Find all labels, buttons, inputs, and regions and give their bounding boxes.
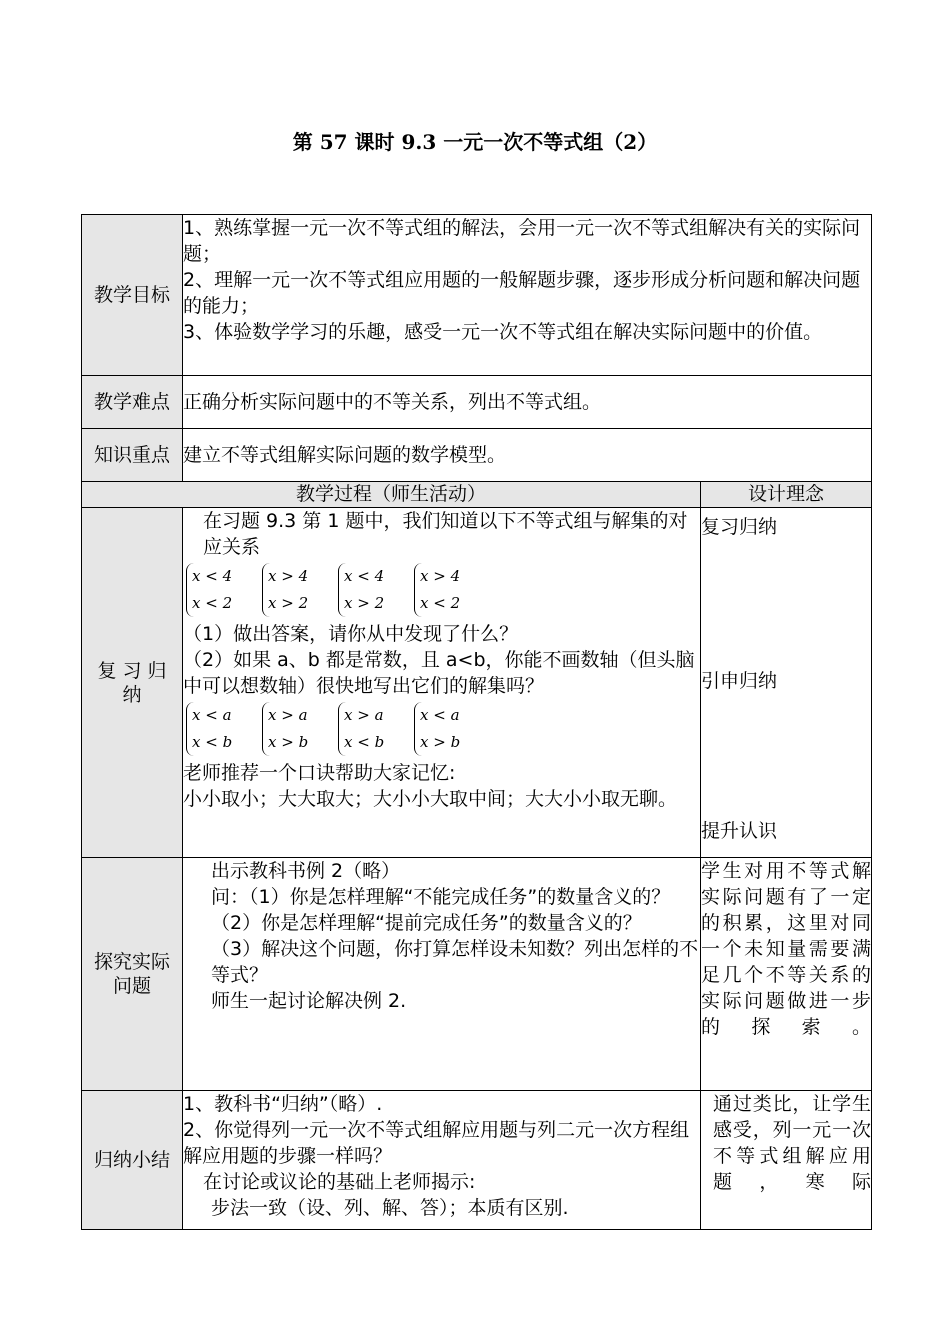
system-a2: x > a x > b — [262, 702, 320, 756]
summary-line-1: 1、教科书“归纳”（略）. — [183, 1093, 383, 1115]
lesson-plan-table — [81, 214, 872, 1230]
key-point-text: 建立不等式组解实际问题的数学模型。 — [183, 429, 872, 482]
explore-line-1: 出示教科书例 2（略） — [211, 860, 401, 882]
inequality-systems-numeric — [186, 563, 700, 617]
design-header: 设计理念 — [701, 482, 872, 508]
objective-3: 3、体验数学学习的乐趣，感受一元一次不等式组在解决实际问题中的价值。 — [183, 321, 823, 343]
system-a3: x > a x < b — [338, 702, 396, 756]
system-a1: x < a x < b — [186, 702, 244, 756]
system-a4: x < a x > b — [414, 702, 472, 756]
design-review: 复习归纳 — [701, 516, 778, 538]
difficulty-text: 正确分析实际问题中的不等关系，列出不等式组。 — [183, 376, 872, 429]
explore-line-5: 师生一起讨论解决例 2. — [211, 990, 407, 1012]
explore-line-4: （3）解决这个问题，你打算怎样设未知数？列出怎样的不等式？ — [211, 938, 699, 986]
summary-line-2: 2、你觉得列一元一次不等式组解应用题与列二元一次方程组解应用题的步骤一样吗？ — [183, 1119, 690, 1167]
review-design — [701, 508, 872, 858]
explore-row — [82, 858, 872, 1091]
summary-design: 通过类比，让学生感受，列一元一次不等式组解应用题，寒际 — [701, 1091, 872, 1230]
difficulty-label: 教学难点 — [82, 376, 183, 429]
process-header: 教学过程（师生活动） — [82, 482, 701, 508]
objective-2: 2、理解一元一次不等式组应用题的一般解题步骤，逐步形成分析问题和解决问题的能力； — [183, 269, 861, 317]
explore-design: 学生对用不等式解实际问题有了一定的积累，这里对同一个未知量需要满足几个不等关系的实际问题做进一步的探索。 — [701, 858, 872, 1091]
explore-content — [183, 858, 701, 1091]
review-rhyme: 小小取小；大大取大；大小小大取中间；大大小小取无聊。 — [183, 788, 678, 810]
key-point-row — [82, 429, 872, 482]
page-title: 第 57 课时 9.3 一元一次不等式组（2） — [292, 130, 658, 154]
objectives-row — [82, 215, 872, 376]
system-1: x < 4 x < 2 — [186, 563, 244, 617]
explore-label: 探究实际问题 — [82, 858, 183, 1091]
summary-line-4: 步法一致（设、列、解、答）；本质有区别. — [211, 1197, 569, 1219]
objective-1: 1、熟练掌握一元一次不等式组的解法，会用一元一次不等式组解决有关的实际问题； — [183, 217, 861, 265]
summary-content — [183, 1091, 701, 1230]
inequality-systems-letters — [186, 702, 700, 756]
objectives-label: 教学目标 — [82, 215, 183, 376]
objectives-content — [183, 215, 872, 376]
system-3: x < 4 x > 2 — [338, 563, 396, 617]
explore-line-3: （2）你是怎样理解“提前完成任务”的数量含义的？ — [211, 912, 642, 934]
design-extend: 引申归纳 — [701, 670, 778, 692]
review-question-1: （1）做出答案，请你从中发现了什么？ — [183, 623, 519, 645]
system-4: x > 4 x < 2 — [414, 563, 472, 617]
summary-label: 归纳小结 — [82, 1091, 183, 1230]
header-row — [82, 482, 872, 508]
review-tip: 老师推荐一个口诀帮助大家记忆: — [183, 762, 456, 784]
summary-row — [82, 1091, 872, 1230]
explore-line-2: 问：（1）你是怎样理解“不能完成任务”的数量含义的？ — [211, 886, 671, 908]
review-question-2: （2）如果 a、b 都是常数，且 a<b，你能不画数轴（但头脑中可以想数轴）很快地写出它们的解集吗？ — [183, 649, 695, 697]
key-point-label: 知识重点 — [82, 429, 183, 482]
review-label: 复 习 归 纳 — [82, 508, 183, 858]
review-intro: 在习题 9.3 第 1 题中，我们知道以下不等式组与解集的对应关系 — [203, 510, 688, 558]
system-2: x > 4 x > 2 — [262, 563, 320, 617]
review-row — [82, 508, 872, 858]
review-content — [183, 508, 701, 858]
design-elevate: 提升认识 — [701, 820, 778, 842]
difficulty-row — [82, 376, 872, 429]
summary-line-3: 在讨论或议论的基础上老师揭示: — [203, 1171, 476, 1193]
